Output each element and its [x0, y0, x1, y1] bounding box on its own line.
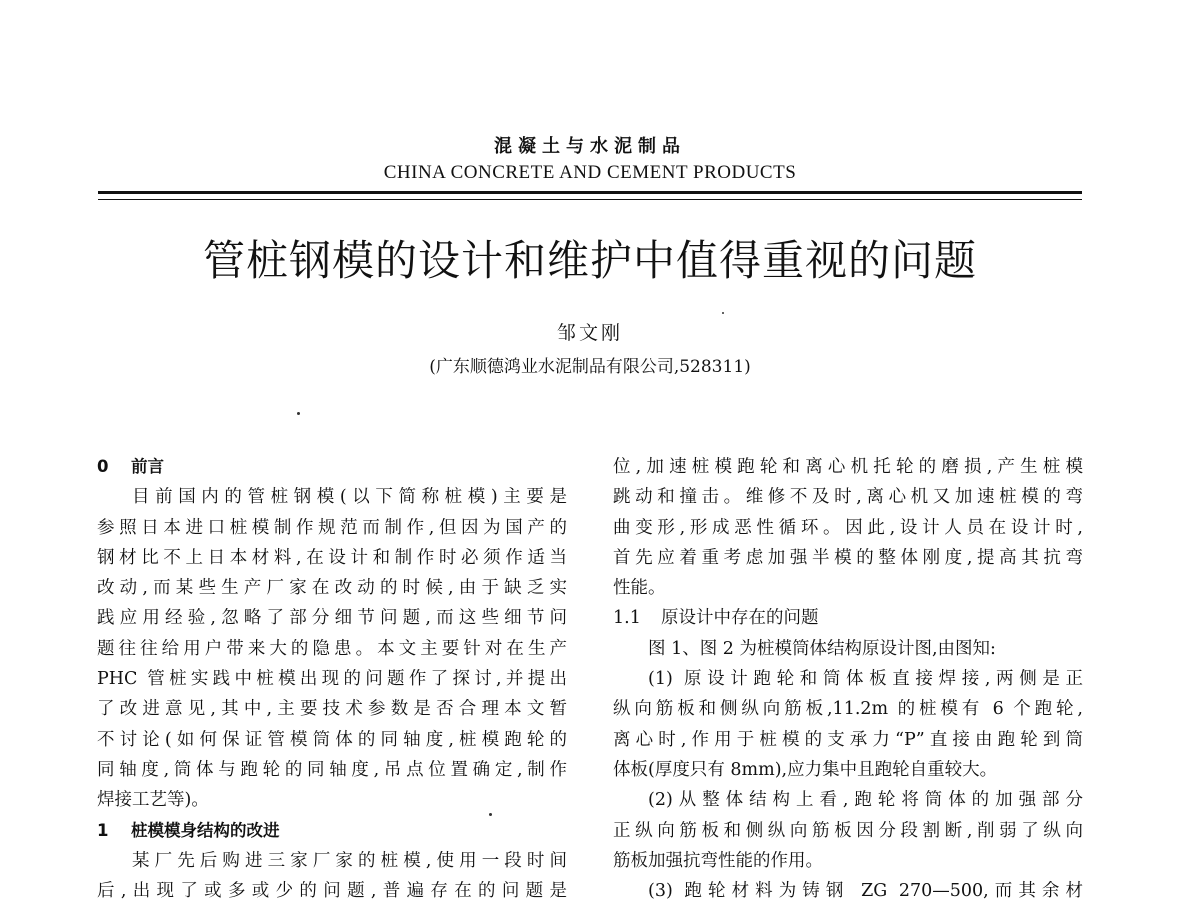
text-line: (3) 跑轮材料为铸钢 ZG 270—500,而其余材 — [648, 881, 1083, 902]
text-line: 践应用经验,忽略了部分细节问题,而这些细节问 — [97, 608, 567, 629]
scan-speck — [489, 813, 492, 816]
text-line: 某厂先后购进三家厂家的桩模,使用一段时间 — [132, 850, 567, 871]
text-line: 性能。 — [613, 578, 666, 599]
text-line: 目前国内的管桩钢模(以下简称桩模)主要是 — [132, 487, 567, 508]
article-author: 邹文刚 — [556, 322, 623, 344]
text-line: 首先应着重考虑加强半模的整体刚度,提高其抗弯 — [613, 547, 1083, 568]
text-line: 焊接工艺等)。 — [97, 790, 209, 811]
text-line: 后,出现了或多或少的问题,普遍存在的问题是 — [97, 881, 567, 902]
scan-speck — [722, 312, 724, 314]
section-heading-1 — [97, 816, 567, 846]
text-line: 同轴度,筒体与跑轮的同轴度,吊点位置确定,制作 — [97, 759, 567, 780]
scan-speck — [297, 412, 300, 415]
section-number: 1 — [97, 820, 109, 840]
header-rule-thick — [98, 191, 1082, 194]
header-rule-thin — [98, 199, 1082, 200]
text-line: 离心时,作用于桩模的支承力“P”直接由跑轮到筒 — [613, 729, 1083, 750]
text-line: PHC 管桩实践中桩模出现的问题作了探讨,并提出 — [97, 669, 567, 690]
subsection-heading-1-1 — [613, 603, 1083, 633]
journal-name-en: CHINA CONCRETE AND CEMENT PRODUCTS — [383, 162, 797, 183]
text-line: 曲变形,形成恶性循环。因此,设计人员在设计时, — [613, 517, 1083, 538]
subsection-number: 1.1 — [613, 608, 641, 629]
article-title: 管桩钢模的设计和维护中值得重视的问题 — [202, 236, 977, 285]
text-line: 题往往给用户带来大的隐患。本文主要针对在生产 — [97, 638, 567, 659]
section-title: 前言 — [131, 457, 164, 476]
text-line: 纵向筋板和侧纵向筋板,11.2m 的桩模有 6 个跑轮, — [613, 699, 1083, 720]
subsection-title: 原设计中存在的问题 — [661, 608, 819, 629]
text-line: 体板(厚度只有 8mm),应力集中且跑轮自重较大。 — [613, 759, 998, 780]
text-line: 筋板加强抗弯性能的作用。 — [613, 850, 823, 871]
text-line: 正纵向筋板和侧纵向筋板因分段割断,削弱了纵向 — [613, 820, 1083, 841]
journal-name-cn: 混凝土与水泥制品 — [494, 136, 686, 157]
text-line: 改动,而某些生产厂家在改动的时候,由于缺乏实 — [97, 578, 567, 599]
section-title: 桩模模身结构的改进 — [131, 820, 280, 840]
text-line: 不讨论(如何保证管模筒体的同轴度,桩模跑轮的 — [97, 729, 567, 750]
section-heading-0 — [97, 452, 567, 482]
text-line: 了改进意见,其中,主要技术参数是否合理本文暂 — [97, 699, 567, 720]
section-number: 0 — [97, 457, 109, 476]
text-line: (2)从整体结构上看,跑轮将筒体的加强部分 — [648, 790, 1083, 811]
text-line: 图 1、图 2 为桩模筒体结构原设计图,由图知: — [648, 638, 996, 659]
text-line: 参照日本进口桩模制作规范而制作,但因为国产的 — [97, 517, 567, 538]
left-column — [97, 452, 567, 906]
text-line: 位,加速桩模跑轮和离心机托轮的磨损,产生桩模 — [613, 457, 1083, 477]
article-affiliation: (广东顺德鸿业水泥制品有限公司,528311) — [429, 357, 751, 377]
right-column — [613, 452, 1083, 906]
text-line: 钢材比不上日本材料,在设计和制作时必须作适当 — [97, 547, 567, 568]
text-line: 跳动和撞击。维修不及时,离心机又加速桩模的弯 — [613, 487, 1083, 508]
text-line: (1) 原设计跑轮和筒体板直接焊接,两侧是正 — [648, 669, 1083, 690]
